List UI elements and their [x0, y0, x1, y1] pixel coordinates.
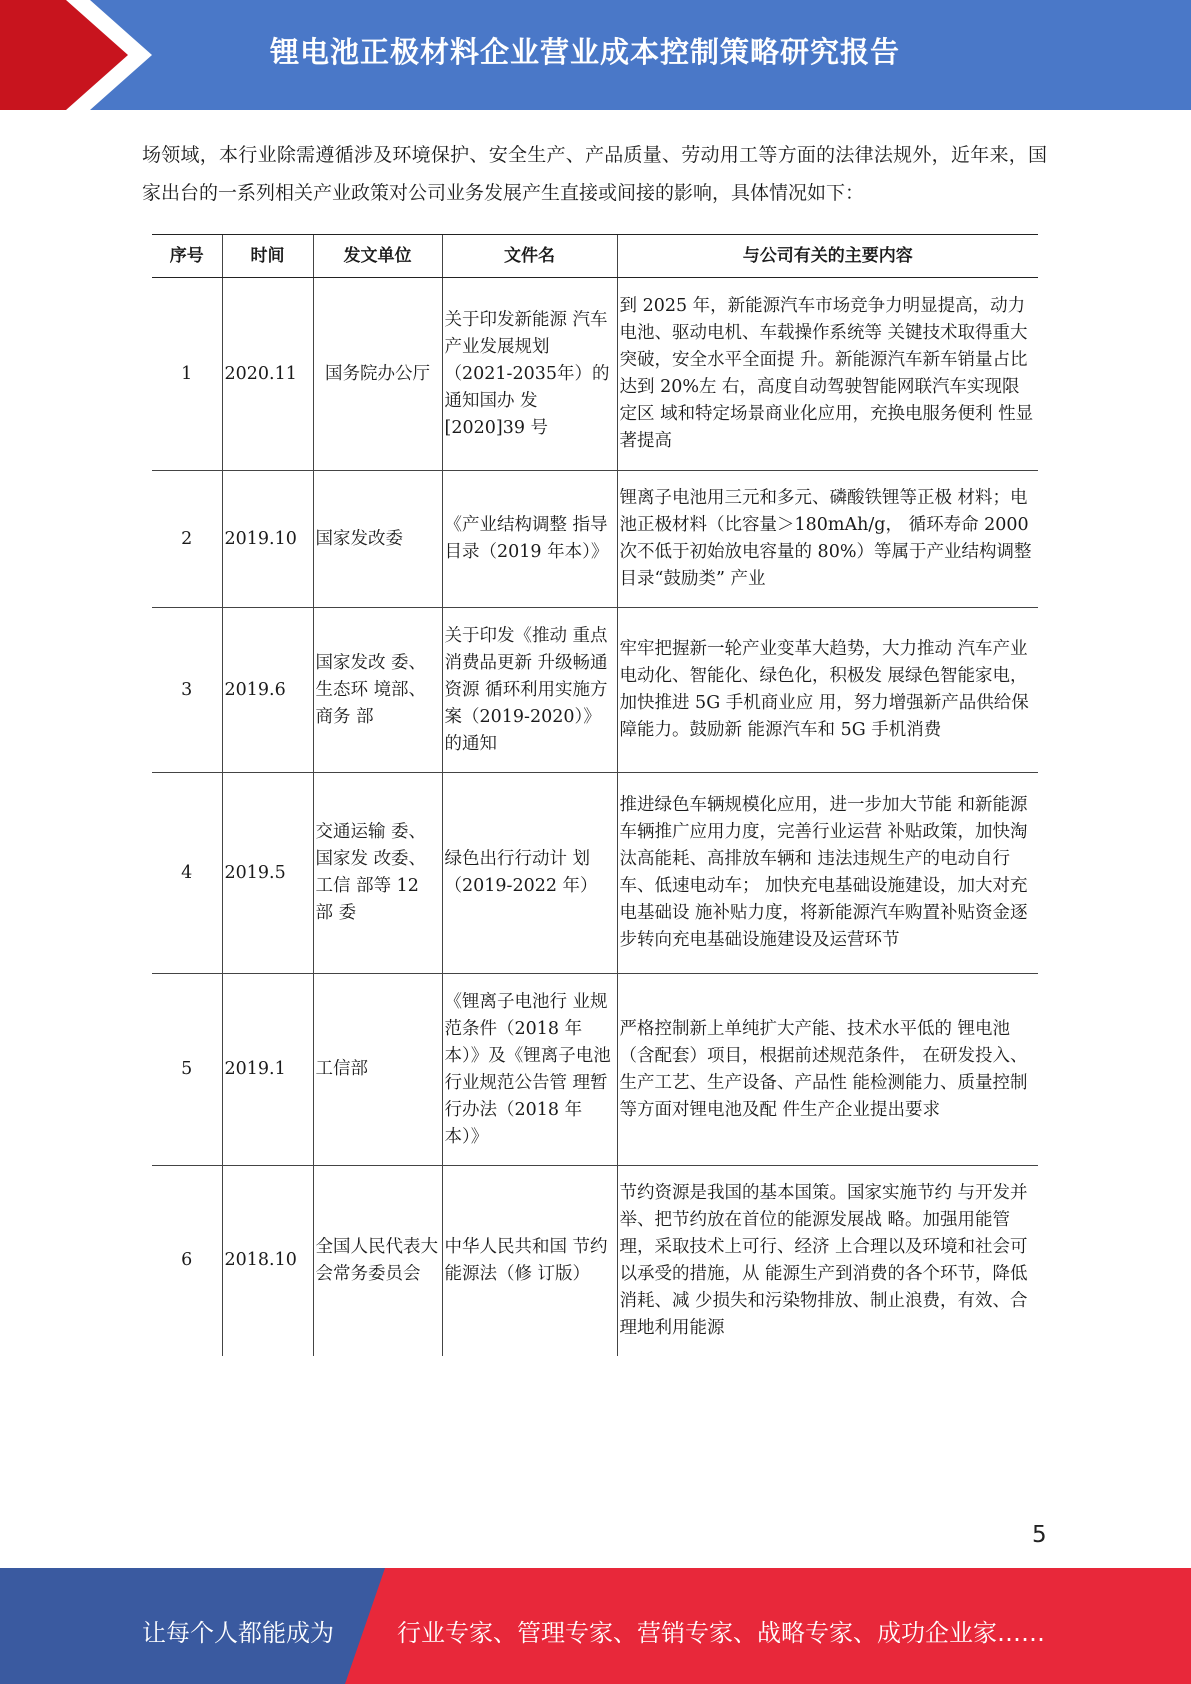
header-date: 时间 [222, 235, 313, 278]
row-number: 2 [152, 471, 222, 608]
row-date: 2019.1 [222, 974, 313, 1166]
row-date: 2018.10 [222, 1166, 313, 1356]
policy-table [152, 234, 1038, 1356]
row-content: 推进绿色车辆规模化应用，进一步加大节能 和新能源车辆推广应用力度，完善行业运营 补贴政策，加快淘汰高能耗、高排放车辆和 违法违规生产的电动自行车、低速电动车； 加快充电基础设施建设，加大对充电基础设 施补贴力度，将新能源汽车购置补贴资金逐步转向充电基础设施建设及运营环节 [617, 773, 1038, 974]
header-banner [0, 0, 1191, 110]
row-issuer: 工信部 [313, 974, 442, 1166]
table-row [152, 974, 1038, 1166]
row-document: 关于印发新能源 汽车产业发展规划（2021-2035年）的通知国办 发[2020]39 号 [442, 278, 617, 471]
intro-text: 场领域，本行业除需遵循涉及环境保护、安全生产、产品质量、劳动用工等方面的法律法规外，近年来，国家出台的一系列相关产业政策对公司业务发展产生直接或间接的影响，具体情况如下： [142, 144, 1047, 204]
row-issuer: 国家发改委 [313, 471, 442, 608]
table-row [152, 471, 1038, 608]
table-header-row [152, 235, 1038, 278]
page-number: 5 [1032, 1522, 1047, 1548]
table-row [152, 773, 1038, 974]
header-content: 与公司有关的主要内容 [617, 235, 1038, 278]
row-issuer: 交通运输 委、国家发 改委、工信 部等 12 部 委 [313, 773, 442, 974]
row-date: 2019.10 [222, 471, 313, 608]
header-document: 文件名 [442, 235, 617, 278]
row-number: 4 [152, 773, 222, 974]
row-number: 1 [152, 278, 222, 471]
header-issuer: 发文单位 [313, 235, 442, 278]
row-content: 锂离子电池用三元和多元、磷酸铁锂等正极 材料；电池正极材料（比容量＞180mAh/g， 循环寿命 2000 次不低于初始放电容量的 80%）等属于产业结构调整目录“鼓励类” 产业 [617, 471, 1038, 608]
row-date: 2020.11 [222, 278, 313, 471]
row-content: 牢牢把握新一轮产业变革大趋势，大力推动 汽车产业电动化、智能化、绿色化，积极发 展绿色智能家电，加快推进 5G 手机商业应 用，努力增强新产品供给保障能力。鼓励新 能源汽车和 5G 手机消费 [617, 608, 1038, 773]
row-issuer: 国家发改 委、生态环 境部、商务 部 [313, 608, 442, 773]
row-document: 中华人民共和国 节约能源法（修 订版） [442, 1166, 617, 1356]
row-issuer: 全国人民代表大会常务委员会 [313, 1166, 442, 1356]
row-number: 6 [181, 1250, 193, 1271]
row-document: 绿色出行行动计 划（2019-2022 年） [442, 773, 617, 974]
row-date: 2019.5 [222, 773, 313, 974]
report-title: 锂电池正极材料企业营业成本控制策略研究报告 [270, 35, 901, 69]
table-row [152, 1166, 1038, 1356]
header-red-arrow [0, 0, 140, 110]
header-no: 序号 [152, 235, 222, 278]
row-document: 《锂离子电池行 业规范条件（2018 年本）》及《锂离子电池 行业规范公告管 理暂行办法（2018 年本）》 [442, 974, 617, 1166]
table-row [152, 608, 1038, 773]
row-date: 2019.6 [222, 608, 313, 773]
row-number: 5 [152, 974, 222, 1166]
footer-slogan-left: 让每个人都能成为 [142, 1619, 334, 1647]
row-issuer: 国务院办公厅 [313, 278, 442, 471]
footer-slogan-right: 行业专家、管理专家、营销专家、战略专家、成功企业家…… [397, 1619, 1045, 1647]
row-document: 关于印发《推动 重点消费品更新 升级畅通资源 循环利用实施方 案（2019-2020）》 的通知 [442, 608, 617, 773]
row-number: 3 [152, 608, 222, 773]
row-content: 节约资源是我国的基本国策。国家实施节约 与开发并举、把节约放在首位的能源发展战 略。加强用能管理，采取技术上可行、经济 上合理以及环境和社会可以承受的措施，从 能源生产到消费的各个环节，降低消耗、减 少损失和污染物排放、制止浪费，有效、合 理地利用能源 [617, 1166, 1038, 1356]
row-content: 到 2025 年，新能源汽车市场竞争力明显提高，动力电池、驱动电机、车载操作系统等 关键技术取得重大突破，安全水平全面提 升。新能源汽车新车销量占比达到 20%左 右，高度自动驾驶智能网联汽车实现限定区 域和特定场景商业化应用，充换电服务便利 性显著提高 [617, 278, 1038, 471]
table-row [152, 278, 1038, 471]
row-content: 严格控制新上单纯扩大产能、技术水平低的 锂电池（含配套）项目，根据前述规范条件， 在研发投入、生产工艺、生产设备、产品性 能检测能力、质量控制等方面对锂电池及配 件生产企业提出要求 [617, 974, 1038, 1166]
intro-paragraph [142, 136, 1047, 212]
row-document: 《产业结构调整 指导目录（2019 年本）》 [442, 471, 617, 608]
